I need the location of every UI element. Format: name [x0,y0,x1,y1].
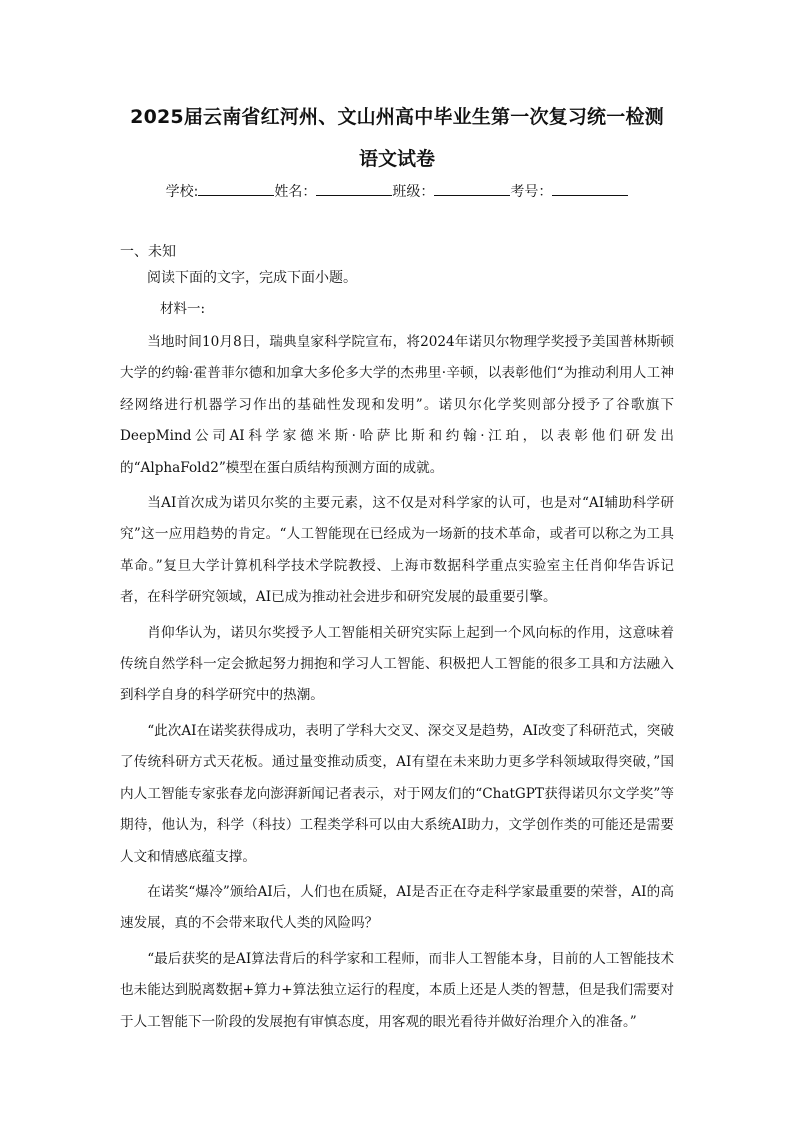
class-label: 班级： [392,184,435,200]
exam-number-label: 考号： [510,184,553,200]
school-blank [198,180,274,196]
reading-instruction: 阅读下面的文字，完成下面小题。 [147,270,357,286]
name-label: 姓名： [274,184,317,200]
passage-body [120,327,674,1042]
section-heading: 一、未知 [120,244,176,260]
material-label: 材料一: [160,301,206,317]
passage-paragraph: 肖仰华认为，诺贝尔奖授予人工智能相关研究实际上起到一个风向标的作用，这意味着传统自然学科一定会掀起努力拥抱和学习人工智能、积极把人工智能的很多工具和方法融入到科学自身的科学研究中的热潮。 [120,624,674,704]
passage-paragraph: 当AI首次成为诺贝尔奖的主要元素，这不仅是对科学家的认可，也是对“AI辅助科学研究”这一应用趋势的肯定。“人工智能现在已经成为一场新的技术革命，或者可以称之为工具革命。”复旦大学计算机科学技术学院教授、上海市数据科学重点实验室主任肖仰华告诉记者，在科学研究领域，AI已成为推动社会进步和研究发展的最重要引擎。 [120,495,674,606]
document-title: 2025届云南省红河州、文山州高中毕业生第一次复习统一检测 [130,106,664,128]
student-info-line [0,180,794,203]
class-blank [434,180,510,196]
passage-paragraph: “此次AI在诺奖获得成功，表明了学科大交叉、深交叉是趋势，AI改变了科研范式，突破了传统科研方式天花板。通过量变推动质变，AI有望在未来助力更多学科领域取得突破，”国内人工智能专家张春龙向澎湃新闻记者表示，对于网友们的“ChatGPT获得诺贝尔文学奖”等期待，他认为，科学（科技）工程类学科可以由大系统AI助力，文学创作类的可能还是需要人文和情感底蕴支撑。 [120,722,674,865]
name-blank [316,180,392,196]
passage-paragraph: 在诺奖“爆冷”颁给AI后，人们也在质疑，AI是否正在夺走科学家最重要的荣誉，AI的高速发展，真的不会带来取代人类的风险吗？ [120,883,674,932]
passage-paragraph: 当地时间10月8日，瑞典皇家科学院宣布，将2024年诺贝尔物理学奖授予美国普林斯顿大学的约翰·霍普菲尔德和加拿大多伦多大学的杰弗里·辛顿，以表彰他们“为推动利用人工神经网络进行机器学习作出的基础性发现和发明”。诺贝尔化学奖则部分授予了谷歌旗下DeepMind公司AI科学家德米斯·哈萨比斯和约翰·江珀，以表彰他们研发出的“AlphaFold2”模型在蛋白质结构预测方面的成就。 [120,334,674,476]
school-label: 学校: [165,184,199,200]
passage-paragraph: “最后获奖的是AI算法背后的科学家和工程师，而非人工智能本身，目前的人工智能技术也未能达到脱离数据+算力+算法独立运行的程度，本质上还是人类的智慧，但是我们需要对于人工智能下一阶段的发展抱有审慎态度，用客观的眼光看待并做好治理介入的准备。” [120,950,674,1030]
exam-number-blank [552,180,628,196]
document-subtitle: 语文试卷 [358,148,435,170]
